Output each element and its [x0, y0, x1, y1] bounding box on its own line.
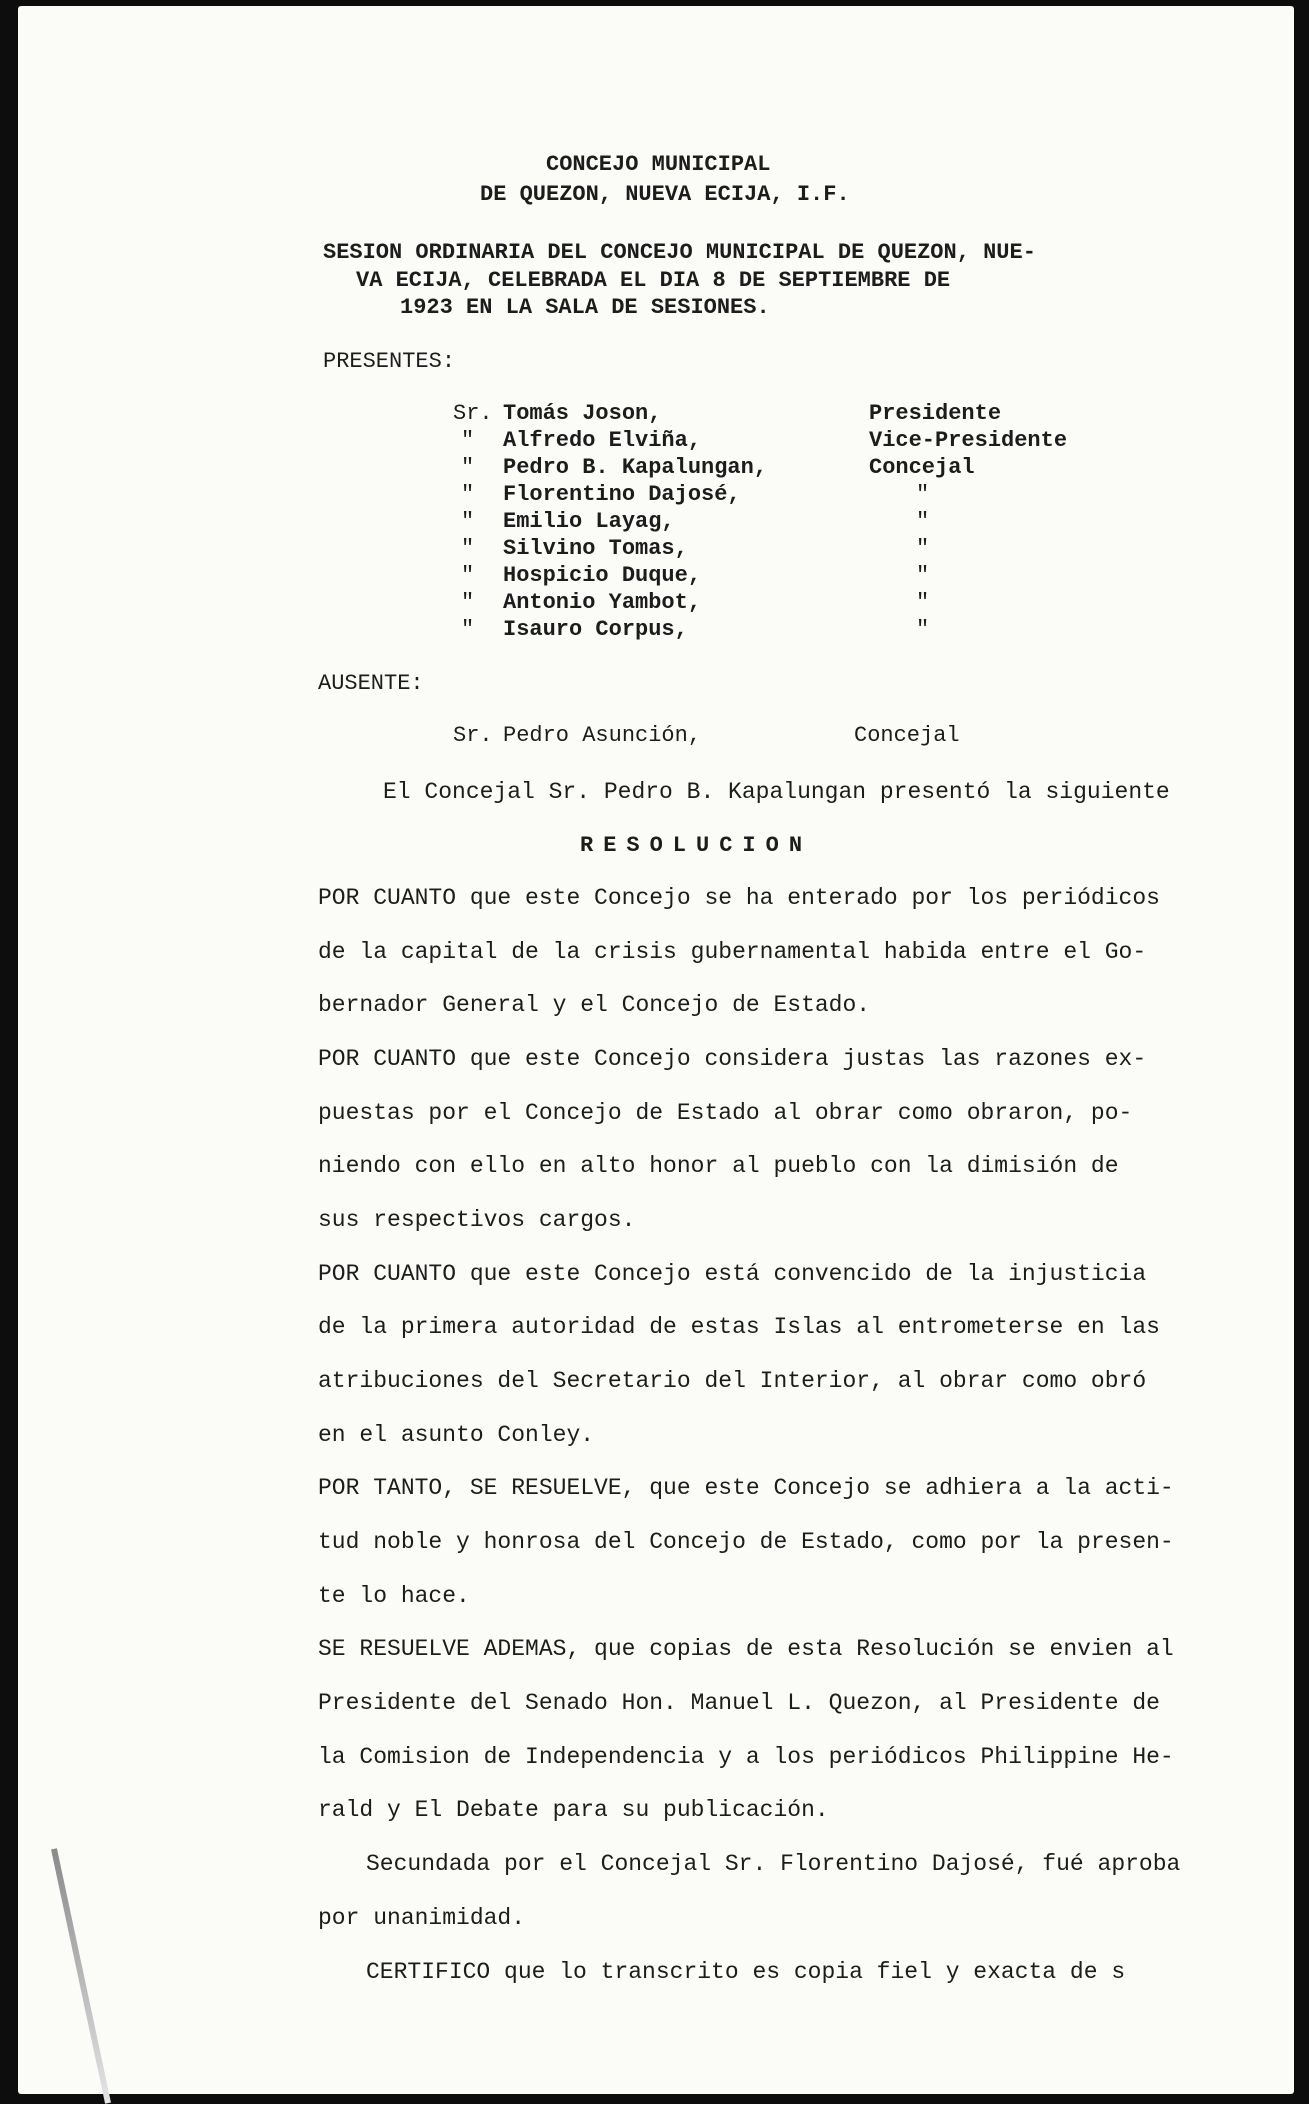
closing-line-3: CERTIFICO que lo transcrito es copia fiel y exacta de s: [366, 1959, 1126, 1985]
member-name: Antonio Yambot,: [503, 590, 702, 615]
member-name: Florentino Dajosé,: [503, 482, 741, 507]
body-line: POR CUANTO que este Concejo considera justas las razones ex-: [318, 1046, 1147, 1072]
member-role: Presidente: [869, 401, 1002, 426]
ausente-prefix: Sr.: [453, 723, 493, 748]
header-line-2: DE QUEZON, NUEVA ECIJA, I.F.: [480, 182, 850, 207]
member-name: Tomás Joson,: [503, 401, 662, 426]
body-line: de la capital de la crisis gubernamental habida entre el Go-: [318, 939, 1147, 965]
closing-line-1: Secundada por el Concejal Sr. Florentino Dajosé, fué aproba: [366, 1851, 1181, 1877]
body-line: la Comision de Independencia y a los periódicos Philippine He-: [318, 1744, 1174, 1770]
body-line: de la primera autoridad de estas Islas al entrometerse en las: [318, 1314, 1160, 1340]
ausente-label: AUSENTE:: [318, 671, 424, 696]
ausente-role: Concejal: [854, 723, 960, 748]
member-prefix: ": [461, 590, 475, 615]
member-role: Vice-Presidente: [869, 428, 1068, 453]
intro-line: El Concejal Sr. Pedro B. Kapalungan presentó la siguiente: [383, 779, 1170, 805]
member-role: ": [916, 509, 930, 534]
member-prefix: ": [461, 482, 475, 507]
member-prefix: ": [461, 563, 475, 588]
member-prefix: ": [461, 455, 475, 480]
document-page: [18, 6, 1294, 2094]
body-line: rald y El Debate para su publicación.: [318, 1797, 829, 1823]
member-name: Alfredo Elviña,: [503, 428, 702, 453]
body-line: POR CUANTO que este Concejo se ha enterado por los periódicos: [318, 885, 1160, 911]
member-name: Hospicio Duque,: [503, 563, 702, 588]
body-line: en el asunto Conley.: [318, 1422, 595, 1448]
member-prefix: Sr.: [453, 401, 493, 426]
body-line: puestas por el Concejo de Estado al obrar como obraron, po-: [318, 1100, 1133, 1126]
body-line: POR CUANTO que este Concejo está convencido de la injusticia: [318, 1261, 1147, 1287]
paper-crease: [51, 1848, 111, 2104]
member-prefix: ": [461, 509, 475, 534]
session-line-1: SESION ORDINARIA DEL CONCEJO MUNICIPAL DE QUEZON, NUE-: [323, 240, 1036, 265]
member-name: Silvino Tomas,: [503, 536, 688, 561]
member-name: Emilio Layag,: [503, 509, 675, 534]
body-line: bernador General y el Concejo de Estado.: [318, 992, 871, 1018]
ausente-name: Pedro Asunción,: [503, 723, 702, 748]
member-prefix: ": [461, 536, 475, 561]
member-prefix: ": [461, 428, 475, 453]
member-role: ": [916, 590, 930, 615]
member-role: ": [916, 563, 930, 588]
body-line: niendo con ello en alto honor al pueblo con la dimisión de: [318, 1153, 1119, 1179]
body-line: atribuciones del Secretario del Interior, al obrar como obró: [318, 1368, 1147, 1394]
member-prefix: ": [461, 617, 475, 642]
header-line-1: CONCEJO MUNICIPAL: [546, 152, 771, 177]
session-line-2: VA ECIJA, CELEBRADA EL DIA 8 DE SEPTIEMBRE DE: [356, 268, 951, 293]
body-line: POR TANTO, SE RESUELVE, que este Concejo se adhiera a la acti-: [318, 1475, 1174, 1501]
body-line: te lo hace.: [318, 1583, 470, 1609]
member-role: Concejal: [869, 455, 975, 480]
member-name: Isauro Corpus,: [503, 617, 688, 642]
body-line: tud noble y honrosa del Concejo de Estado, como por la presen-: [318, 1529, 1174, 1555]
closing-line-2: por unanimidad.: [318, 1905, 526, 1931]
presentes-label: PRESENTES:: [323, 349, 456, 374]
body-line: Presidente del Senado Hon. Manuel L. Quezon, al Presidente de: [318, 1690, 1160, 1716]
member-role: ": [916, 617, 930, 642]
member-role: ": [916, 482, 930, 507]
body-line: sus respectivos cargos.: [318, 1207, 636, 1233]
member-role: ": [916, 536, 930, 561]
body-line: SE RESUELVE ADEMAS, que copias de esta Resolución se envien al: [318, 1636, 1174, 1662]
session-line-3: 1923 EN LA SALA DE SESIONES.: [400, 295, 770, 320]
resolution-title: RESOLUCION: [580, 833, 813, 858]
member-name: Pedro B. Kapalungan,: [503, 455, 768, 480]
